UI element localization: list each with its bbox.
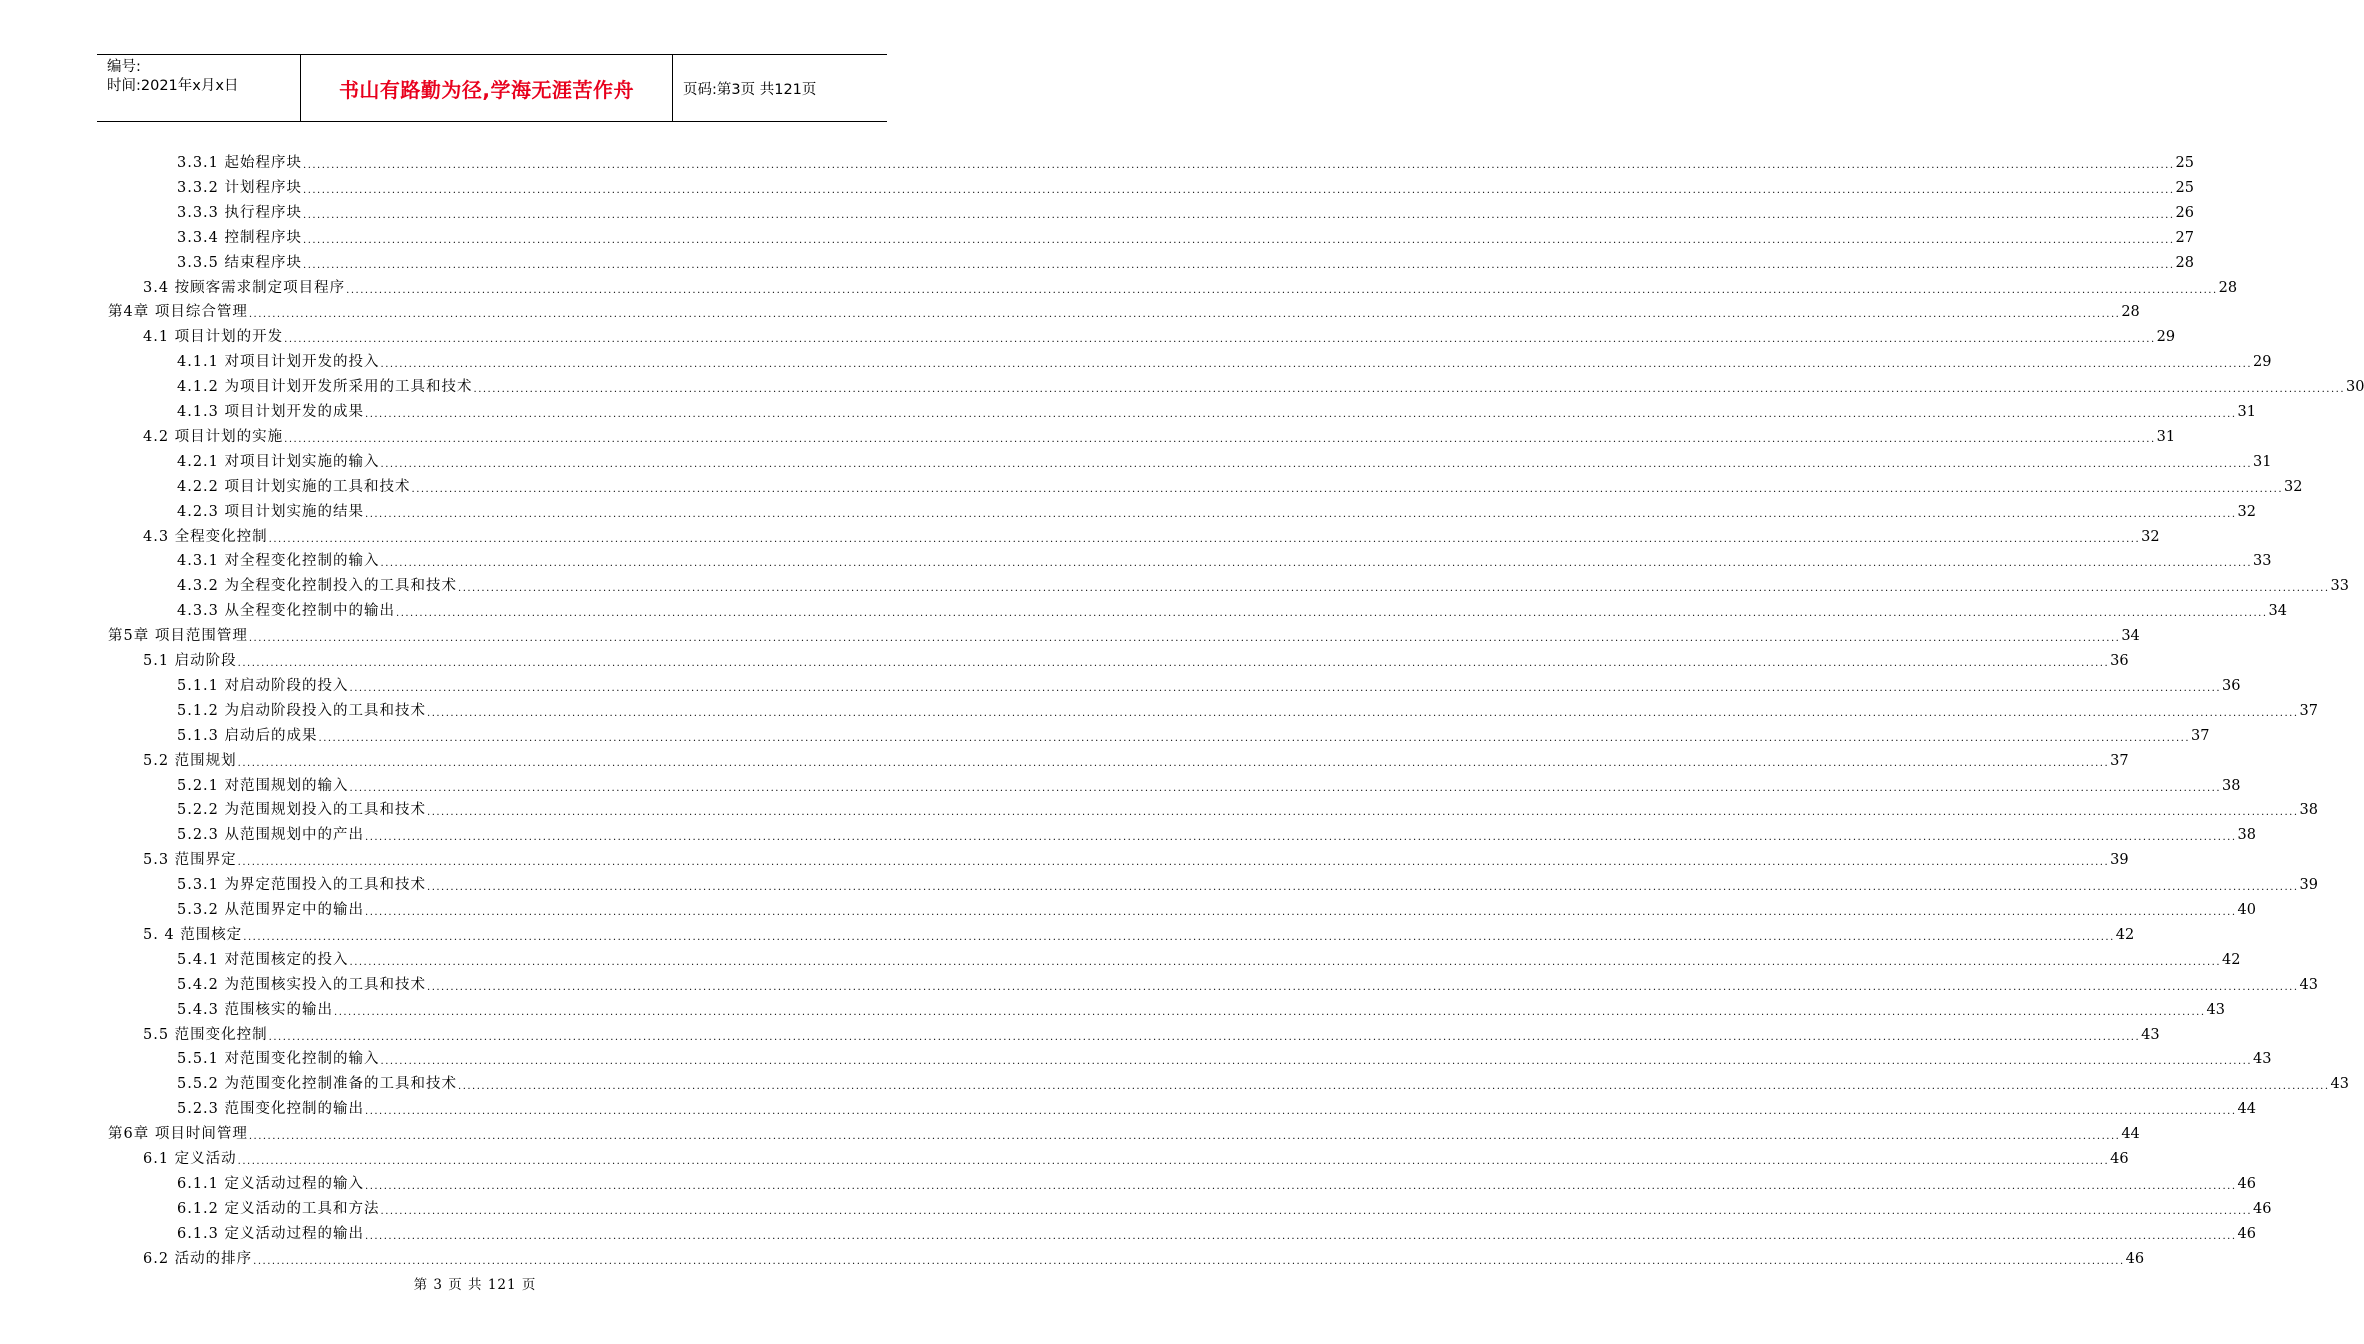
toc-entry[interactable] [177,871,2318,895]
toc-entry-page-number: 37 [2299,702,2318,719]
toc-entry-title: 4.1.1 对项目计划开发的投入 [177,354,380,371]
toc-entry-page-number: 43 [2330,1076,2349,1093]
toc-entry[interactable] [177,498,2256,522]
toc-entry-title: 3.3.4 控制程序块 [177,229,303,246]
toc-entry-page-number: 46 [2125,1250,2145,1267]
toc-entry-title: 5.2.1 对范围规划的输入 [177,777,349,794]
toc-entry-title: 4.2.2 项目计划实施的工具和技术 [177,478,411,495]
toc-entry-page-number: 43 [2206,1001,2225,1018]
toc-leader-dots: ................................................................................................................................................................................................................................................................................................................................................................................................................ [248,633,2121,645]
toc-entry[interactable] [177,1220,2256,1244]
toc-entry-title: 第4章 项目综合管理 [108,304,248,321]
toc-entry-title: 3.3.3 执行程序块 [177,204,303,221]
toc-leader-dots: ................................................................................................................................................................................................................................................................................................................................................................................................................ [318,732,2190,744]
toc-entry[interactable] [143,846,2129,870]
toc-leader-dots: ................................................................................................................................................................................................................................................................................................................................................................................................................ [427,981,2299,993]
toc-leader-dots: ................................................................................................................................................................................................................................................................................................................................................................................................................ [303,184,2175,196]
toc-entry-page-number: 40 [2237,902,2256,918]
toc-entry[interactable] [177,174,2194,198]
toc-entry-page-number: 43 [2141,1026,2160,1043]
toc-leader-dots: ................................................................................................................................................................................................................................................................................................................................................................................................................ [346,284,2218,296]
toc-leader-dots: ................................................................................................................................................................................................................................................................................................................................................................................................................ [365,1106,2237,1118]
toc-entry[interactable] [177,1195,2272,1219]
toc-entry[interactable] [177,224,2194,248]
toc-entry-page-number: 37 [2191,727,2210,744]
toc-leader-dots: ................................................................................................................................................................................................................................................................................................................................................................................................................ [303,234,2175,246]
toc-entry-page-number: 39 [2110,852,2129,869]
toc-leader-dots: ................................................................................................................................................................................................................................................................................................................................................................................................................ [458,1081,2330,1093]
toc-entry-title: 5. 4 范围核定 [143,926,243,943]
toc-entry-page-number: 43 [2253,1051,2272,1068]
toc-entry[interactable] [143,423,2176,447]
toc-entry-page-number: 38 [2222,777,2241,794]
header-page-info: 页码:第3页 共121页 [683,81,817,98]
toc-entry[interactable] [143,921,2135,945]
toc-entry-page-number: 25 [2175,155,2194,171]
toc-entry-page-number: 36 [2110,653,2129,669]
toc-entry-page-number: 28 [2218,279,2238,296]
toc-entry-page-number: 46 [2237,1175,2256,1192]
toc-entry-page-number: 38 [2237,827,2256,844]
toc-entry-page-number: 46 [2110,1151,2129,1167]
toc-entry[interactable] [177,796,2318,820]
toc-entry-title: 3.3.2 计划程序块 [177,179,303,196]
toc-leader-dots: ................................................................................................................................................................................................................................................................................................................................................................................................................ [365,832,2237,844]
toc-entry[interactable] [177,572,2349,596]
toc-entry[interactable] [177,821,2256,845]
toc-entry-page-number: 32 [2237,503,2256,520]
toc-entry-page-number: 42 [2115,926,2135,943]
toc-entry-page-number: 38 [2299,802,2318,819]
toc-entry-page-number: 36 [2222,677,2241,694]
toc-entry-title: 5.4.2 为范围核实投入的工具和技术 [177,976,427,993]
page-footer: 第 3 页 共 121 页 [413,1277,537,1293]
toc-leader-dots: ................................................................................................................................................................................................................................................................................................................................................................................................................ [237,757,2110,769]
toc-entry-page-number: 33 [2253,553,2272,570]
toc-entry-title: 4.3.3 从全程变化控制中的输出 [177,603,396,620]
toc-leader-dots: ................................................................................................................................................................................................................................................................................................................................................................................................................ [243,931,2115,943]
toc-entry-page-number: 32 [2141,528,2160,545]
toc-entry[interactable] [177,249,2194,273]
toc-entry-title: 4.3.2 为全程变化控制投入的工具和技术 [177,578,458,595]
toc-entry-page-number: 39 [2299,877,2318,894]
toc-leader-dots: ................................................................................................................................................................................................................................................................................................................................................................................................................ [396,608,2268,620]
toc-leader-dots: ................................................................................................................................................................................................................................................................................................................................................................................................................ [303,160,2175,171]
toc-entry-title: 5.4.1 对范围核定的投入 [177,951,349,968]
toc-entry-title: 3.4 按顾客需求制定项目程序 [143,279,346,296]
toc-leader-dots: ................................................................................................................................................................................................................................................................................................................................................................................................................ [380,1056,2252,1068]
toc-entry[interactable] [177,722,2210,746]
toc-entry-page-number: 34 [2268,603,2287,620]
toc-leader-dots: ................................................................................................................................................................................................................................................................................................................................................................................................................ [365,907,2237,918]
toc-entry-title: 5.5.1 对范围变化控制的输入 [177,1051,380,1068]
toc-entry[interactable] [177,996,2225,1020]
toc-entry-title: 5.5.2 为范围变化控制准备的工具和技术 [177,1076,458,1093]
toc-entry-page-number: 33 [2330,578,2349,595]
header-motto: 书山有路勤为径,学海无涯苦作舟 [338,77,635,102]
toc-leader-dots: ................................................................................................................................................................................................................................................................................................................................................................................................................ [248,1131,2121,1143]
toc-entry-title: 4.3 全程变化控制 [143,528,268,545]
toc-leader-dots: ................................................................................................................................................................................................................................................................................................................................................................................................................ [380,1205,2252,1217]
toc-leader-dots: ................................................................................................................................................................................................................................................................................................................................................................................................................ [349,682,2221,694]
toc-entry[interactable] [177,597,2287,621]
toc-leader-dots: ................................................................................................................................................................................................................................................................................................................................................................................................................ [427,707,2299,719]
toc-entry-title: 5.3.1 为界定范围投入的工具和技术 [177,877,427,894]
toc-entry-title: 3.3.1 起始程序块 [177,155,303,171]
toc-entry[interactable] [143,1245,2145,1269]
toc-entry[interactable] [177,199,2194,223]
toc-leader-dots: ................................................................................................................................................................................................................................................................................................................................................................................................................ [365,409,2237,420]
toc-entry-title: 6.1.3 定义活动过程的输出 [177,1225,365,1242]
toc-entry[interactable] [177,672,2241,696]
toc-entry[interactable] [177,348,2272,372]
toc-entry-page-number: 32 [2284,478,2303,495]
toc-entry-page-number: 26 [2175,204,2194,221]
header-meta [97,55,300,121]
document-number-label: 编号: [107,59,141,75]
toc-leader-dots: ................................................................................................................................................................................................................................................................................................................................................................................................................ [237,857,2110,869]
toc-entry-title: 4.1 项目计划的开发 [143,329,284,346]
toc-entry-title: 5.2 范围规划 [143,752,237,769]
toc-entry-title: 第6章 项目时间管理 [108,1126,248,1143]
toc-leader-dots: ................................................................................................................................................................................................................................................................................................................................................................................................................ [380,359,2252,371]
toc-entry-title: 4.2.1 对项目计划实施的输入 [177,453,380,470]
toc-entry[interactable] [177,1070,2349,1094]
toc-entry-title: 4.2.3 项目计划实施的结果 [177,503,365,520]
toc-leader-dots: ................................................................................................................................................................................................................................................................................................................................................................................................................ [411,483,2283,495]
toc-entry-title: 6.1.2 定义活动的工具和方法 [177,1200,380,1217]
toc-entry[interactable] [143,1021,2160,1045]
toc-entry[interactable] [108,298,2140,322]
toc-leader-dots: ................................................................................................................................................................................................................................................................................................................................................................................................................ [237,1156,2110,1167]
toc-entry[interactable] [177,547,2272,571]
toc-leader-dots: ................................................................................................................................................................................................................................................................................................................................................................................................................ [380,558,2252,570]
toc-entry[interactable] [177,473,2303,497]
toc-entry-title: 第5章 项目范围管理 [108,628,248,645]
toc-entry-title: 5.2.3 从范围规划中的产出 [177,827,365,844]
toc-entry[interactable] [177,149,2194,173]
toc-leader-dots: ................................................................................................................................................................................................................................................................................................................................................................................................................ [380,458,2252,470]
toc-entry[interactable] [177,1095,2256,1119]
toc-entry-page-number: 44 [2237,1101,2256,1118]
toc-entry-page-number: 28 [2175,254,2194,271]
toc-entry-page-number: 25 [2175,179,2194,196]
toc-entry-page-number: 46 [2237,1225,2256,1242]
toc-entry-title: 6.1.1 定义活动过程的输入 [177,1175,365,1192]
toc-entry[interactable] [177,398,2256,422]
toc-leader-dots: ................................................................................................................................................................................................................................................................................................................................................................................................................ [268,533,2141,545]
toc-entry-page-number: 31 [2156,428,2176,445]
toc-entry-title: 3.3.5 结束程序块 [177,254,303,271]
toc-entry[interactable] [177,971,2318,995]
toc-entry[interactable] [143,274,2238,298]
toc-entry-page-number: 30 [2346,379,2364,396]
toc-entry-title: 5.3 范围界定 [143,852,237,869]
toc-leader-dots: ................................................................................................................................................................................................................................................................................................................................................................................................................ [365,1230,2237,1242]
toc-entry-title: 4.2 项目计划的实施 [143,428,284,445]
toc-entry[interactable] [143,647,2129,671]
toc-leader-dots: ................................................................................................................................................................................................................................................................................................................................................................................................................ [284,433,2156,445]
toc-entry-title: 5.2.3 范围变化控制的输出 [177,1101,365,1118]
toc-entry-page-number: 42 [2222,951,2241,968]
toc-entry-title: 5.2.2 为范围规划投入的工具和技术 [177,802,427,819]
toc-entry-page-number: 37 [2110,752,2129,769]
toc-entry[interactable] [143,1145,2129,1169]
toc-entry-title: 5.4.3 范围核实的输出 [177,1001,334,1018]
toc-leader-dots: ................................................................................................................................................................................................................................................................................................................................................................................................................ [349,956,2221,968]
toc-entry-title: 5.1 启动阶段 [143,653,237,669]
toc-leader-dots: ................................................................................................................................................................................................................................................................................................................................................................................................................ [365,1180,2237,1192]
toc-entry[interactable] [177,1045,2272,1069]
toc-entry-title: 5.1.2 为启动阶段投入的工具和技术 [177,702,427,719]
toc-entry[interactable] [177,697,2318,721]
toc-entry-page-number: 27 [2175,229,2194,246]
toc-leader-dots: ................................................................................................................................................................................................................................................................................................................................................................................................................ [248,309,2121,321]
page-header [97,54,887,122]
toc-entry[interactable] [108,1120,2140,1144]
toc-leader-dots: ................................................................................................................................................................................................................................................................................................................................................................................................................ [427,882,2299,894]
header-motto-cell [300,55,673,121]
toc-entry-page-number: 44 [2121,1126,2140,1143]
toc-entry-title: 5.1.3 启动后的成果 [177,727,318,744]
toc-entry-title: 4.1.2 为项目计划开发所采用的工具和技术 [177,379,473,396]
toc-entry[interactable] [177,896,2256,920]
toc-leader-dots: ................................................................................................................................................................................................................................................................................................................................................................................................................ [284,334,2156,346]
toc-leader-dots: ................................................................................................................................................................................................................................................................................................................................................................................................................ [458,583,2330,595]
toc-leader-dots: ................................................................................................................................................................................................................................................................................................................................................................................................................ [303,209,2175,221]
toc-entry-page-number: 34 [2121,628,2140,645]
toc-entry[interactable] [177,373,2364,397]
toc-leader-dots: ................................................................................................................................................................................................................................................................................................................................................................................................................ [473,384,2345,396]
toc-entry-title: 6.1 定义活动 [143,1151,237,1167]
toc-entry-page-number: 46 [2253,1200,2272,1217]
toc-entry[interactable] [108,622,2140,646]
document-time-label: 时间:2021年x月x日 [107,78,239,94]
toc-entry-page-number: 31 [2237,404,2256,420]
toc-entry-title: 4.1.3 项目计划开发的成果 [177,404,365,420]
toc-entry[interactable] [177,1170,2256,1194]
toc-entry[interactable] [143,523,2160,547]
toc-entry-title: 6.2 活动的排序 [143,1250,253,1267]
toc-entry-title: 5.1.1 对启动阶段的投入 [177,677,349,694]
toc-leader-dots: ................................................................................................................................................................................................................................................................................................................................................................................................................ [237,658,2110,669]
toc-leader-dots: ................................................................................................................................................................................................................................................................................................................................................................................................................ [253,1255,2125,1267]
toc-entry-page-number: 29 [2156,329,2176,346]
toc-entry-title: 5.3.2 从范围界定中的输出 [177,902,365,918]
toc-leader-dots: ................................................................................................................................................................................................................................................................................................................................................................................................................ [349,782,2221,794]
toc-entry-page-number: 28 [2121,304,2140,321]
toc-entry-page-number: 43 [2299,976,2318,993]
toc-entry[interactable] [177,448,2272,472]
toc-entry[interactable] [177,946,2241,970]
toc-leader-dots: ................................................................................................................................................................................................................................................................................................................................................................................................................ [303,259,2175,271]
toc-leader-dots: ................................................................................................................................................................................................................................................................................................................................................................................................................ [365,508,2237,520]
toc-entry-title: 5.5 范围变化控制 [143,1026,268,1043]
toc-entry[interactable] [143,747,2129,771]
toc-entry-title: 4.3.1 对全程变化控制的输入 [177,553,380,570]
toc-entry-page-number: 29 [2253,354,2272,371]
toc-leader-dots: ................................................................................................................................................................................................................................................................................................................................................................................................................ [334,1006,2206,1018]
toc-entry[interactable] [143,323,2176,347]
toc-entry[interactable] [177,772,2241,796]
toc-entry-page-number: 31 [2253,453,2272,470]
toc-leader-dots: ................................................................................................................................................................................................................................................................................................................................................................................................................ [268,1031,2141,1043]
toc-leader-dots: ................................................................................................................................................................................................................................................................................................................................................................................................................ [427,807,2299,819]
